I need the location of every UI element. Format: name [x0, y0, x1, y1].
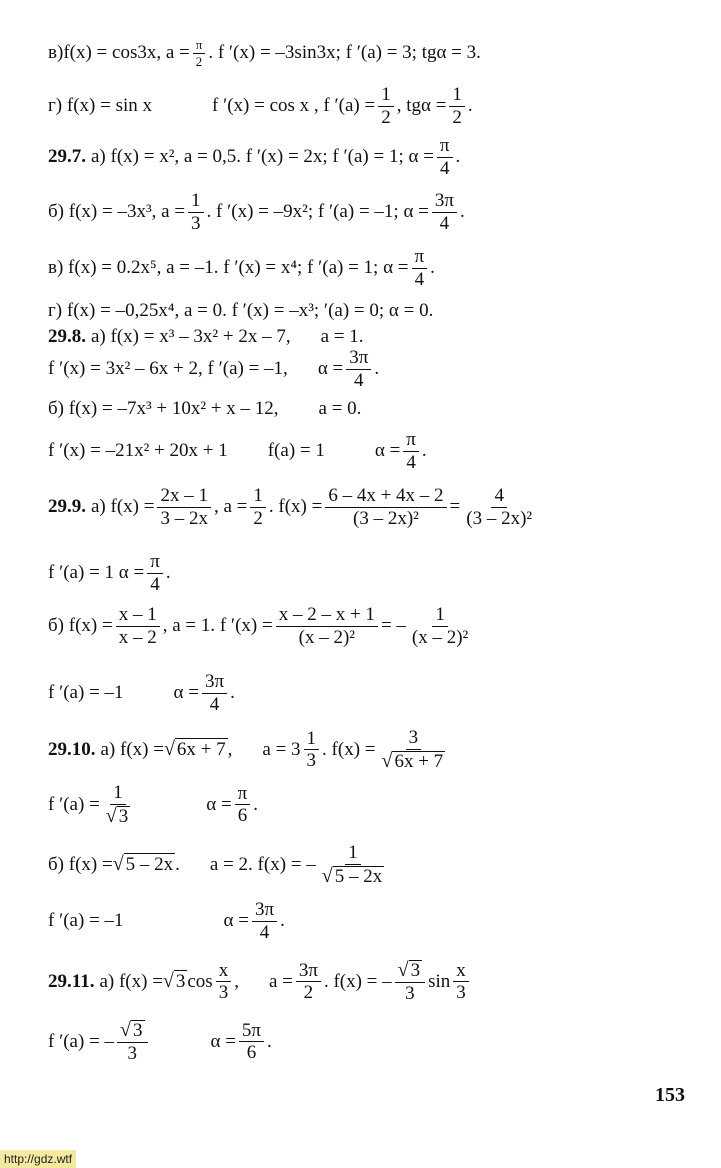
numerator: π [403, 430, 419, 452]
denominator: 3 [306, 750, 317, 772]
denominator: 4 [259, 921, 270, 943]
denominator: 2 [452, 106, 462, 128]
line-29-11-a-result [48, 1020, 272, 1064]
text: a = [268, 970, 293, 992]
text: f ′(a) = 1 α = [48, 562, 145, 584]
text: . [280, 910, 285, 932]
denominator: (x – 2)² [411, 626, 469, 648]
fraction [216, 961, 232, 1004]
page-number: 153 [655, 1084, 685, 1106]
numerator: 4 [491, 486, 507, 508]
fraction [346, 348, 371, 391]
text: α = [206, 793, 232, 815]
text: . f ′(x) = –3sin3x; f ′(a) = 3; tgα = 3. [208, 42, 481, 64]
problem-number: 29.7. [48, 146, 86, 168]
numerator: 1 [188, 191, 204, 213]
numerator: 3π [202, 672, 227, 694]
numerator: 1 [304, 729, 320, 751]
numerator: π [235, 784, 251, 806]
line-29-6-g [48, 85, 473, 128]
line-29-8-b-derivative [48, 430, 427, 473]
fraction [403, 430, 419, 473]
line-29-8-derivative [48, 348, 379, 391]
radicand: 3 [410, 960, 421, 981]
denominator: 3 [191, 212, 201, 234]
line-29-9-result [48, 552, 171, 595]
radicand: 3 [175, 971, 186, 993]
denominator [319, 865, 387, 887]
text: = [449, 496, 461, 518]
text: . [267, 1030, 272, 1052]
text: , a = 1. f ′(x) = [162, 615, 273, 637]
text: f ′(a) = –1 [48, 910, 124, 932]
denominator: (x – 2)² [298, 626, 355, 648]
denominator: 3 [405, 982, 415, 1004]
text: α = [223, 910, 249, 932]
numerator: 1 [110, 783, 126, 805]
denominator: 4 [414, 268, 425, 290]
text: б) f(x) = [48, 615, 113, 637]
fraction [147, 552, 163, 595]
line-29-8-a [48, 326, 363, 348]
line-29-9-b-result [48, 672, 235, 715]
text: a = 0. [318, 398, 362, 419]
numerator: 1 [432, 605, 448, 627]
denominator: 2 [195, 53, 203, 69]
numerator: 1 [378, 85, 394, 107]
square-root: √ 5 – 2x [112, 853, 174, 876]
radicand: 3 [133, 1020, 143, 1041]
line-29-7-b [48, 191, 465, 234]
denominator: 3 [127, 1042, 138, 1064]
text: . [455, 146, 461, 168]
fraction [449, 85, 465, 128]
line-29-10-a [48, 728, 451, 772]
numerator: 5π [239, 1021, 264, 1043]
numerator: 3π [432, 191, 457, 213]
fraction [188, 191, 204, 234]
denominator: (3 – 2x)² [353, 507, 419, 529]
text: α = [210, 1030, 236, 1052]
fraction [103, 783, 133, 827]
fraction [202, 672, 227, 715]
numerator: 3 [406, 728, 422, 750]
text: a = 3 [262, 738, 301, 760]
watermark-link[interactable]: http://gdz.wtf [0, 1150, 76, 1168]
text: , tgα = [396, 95, 447, 117]
line-29-9-a [48, 486, 538, 529]
text: г) f(x) = –0,25x⁴, a = 0. f ′(x) = –x³; ′(a) = 0; α = 0. [48, 300, 434, 321]
square-root: √ 5 – 2x [321, 864, 383, 887]
text: . [430, 257, 435, 279]
fraction [193, 38, 206, 68]
denominator: x – 2 [118, 626, 157, 648]
square-root: √ 3 [120, 1019, 143, 1041]
denominator [379, 750, 449, 772]
denominator: 3 [456, 982, 466, 1004]
text: . [230, 682, 235, 704]
denominator: 3 – 2x [160, 507, 208, 529]
fraction [304, 729, 320, 772]
numerator: π [193, 38, 206, 54]
text: . [374, 358, 380, 380]
problem-number: 29.9. [48, 496, 86, 518]
square-root: √ 6x + 7 [381, 749, 444, 772]
text: α = [317, 358, 344, 380]
text: в) f(x) = 0.2x⁵, a = –1. f ′(x) = x⁴; f ′(a) = 1; α = [48, 257, 409, 279]
square-root: √ 3 [162, 970, 186, 993]
denominator: 6 [237, 805, 248, 827]
square-root: √ 6x + 7 [163, 738, 226, 761]
fraction [319, 843, 387, 887]
numerator: 1 [345, 843, 361, 865]
numerator: 1 [250, 486, 266, 508]
text: f ′(x) = cos x , f ′(a) = [212, 95, 376, 117]
item-label: в) [48, 42, 64, 64]
denominator: 4 [354, 369, 364, 391]
text: . [165, 562, 171, 584]
text: б) f(x) = –3x³, a = [48, 201, 186, 223]
text: f ′(a) = –1 [48, 682, 124, 704]
text: f ′(a) = [48, 793, 100, 815]
denominator: 3 [218, 982, 229, 1004]
fraction [250, 486, 266, 529]
line-29-6-v [48, 38, 481, 68]
line-29-10-b [48, 843, 390, 887]
text: = – [380, 615, 406, 637]
radicand: 5 – 2x [125, 854, 174, 876]
fraction [116, 605, 160, 648]
text: . [421, 440, 427, 462]
denominator: 2 [253, 507, 263, 529]
numerator: 1 [449, 85, 465, 107]
text: . [459, 201, 465, 223]
numerator [117, 1020, 147, 1043]
text: а) f(x) = [91, 496, 155, 518]
line-29-11-a [48, 960, 472, 1004]
fraction [463, 486, 535, 529]
fraction [296, 961, 321, 1004]
line-29-10-a-result [48, 783, 258, 827]
denominator: 4 [150, 573, 160, 595]
problem-number: 29.8. [48, 326, 86, 347]
denominator: 2 [303, 982, 314, 1004]
text: . [175, 853, 180, 875]
fraction [432, 191, 457, 234]
text: . f ′(x) = –9x²; f ′(a) = –1; α = [206, 201, 429, 223]
numerator: 3π [346, 348, 371, 370]
text: f ′(x) = 3x² – 6x + 2, f ′(a) = –1, [48, 358, 288, 380]
text: cos [187, 970, 213, 992]
radicand: 3 [118, 805, 129, 827]
numerator: 3π [296, 961, 321, 983]
square-root: √ 3 [397, 959, 421, 981]
fraction [157, 486, 211, 529]
fraction [325, 486, 446, 529]
text: . [253, 793, 259, 815]
text: г) f(x) = sin x [48, 95, 152, 117]
line-29-7-g [48, 300, 433, 322]
text: sin [428, 970, 451, 992]
fraction [379, 728, 449, 772]
text: f(a) = 1 [267, 440, 325, 462]
text: f ′(a) = – [48, 1030, 115, 1052]
text: , a = [213, 496, 248, 518]
numerator: 2x – 1 [157, 486, 211, 508]
denominator: 2 [381, 106, 391, 128]
fraction [239, 1021, 264, 1064]
text: f ′(x) = –21x² + 20x + 1 [48, 440, 228, 462]
text: б) f(x) = –7x³ + 10x² + x – 12, [48, 398, 279, 419]
denominator: (3 – 2x)² [466, 507, 533, 529]
text: . [467, 95, 473, 117]
radicand: 5 – 2x [334, 865, 383, 887]
numerator: x – 2 – x + 1 [276, 605, 378, 627]
text: , [227, 738, 233, 760]
text: , [234, 970, 239, 992]
fraction [437, 136, 453, 179]
fraction [453, 961, 469, 1004]
fraction [409, 605, 471, 648]
denominator [103, 805, 133, 827]
text: . f(x) = [268, 496, 323, 518]
problem-number: 29.11. [48, 970, 95, 992]
numerator [395, 960, 425, 983]
text: f(x) = cos3x, a = [63, 42, 190, 64]
text: а) f(x) = [100, 738, 164, 760]
fraction [276, 605, 378, 648]
denominator: 4 [406, 451, 416, 473]
text: α = [173, 682, 199, 704]
line-29-8-b [48, 398, 361, 420]
numerator: x [453, 961, 469, 983]
denominator: 4 [439, 212, 450, 234]
denominator: 6 [246, 1042, 257, 1064]
text: а) f(x) = x², a = 0,5. f ′(x) = 2x; f ′(a) = 1; α = [91, 146, 434, 168]
text: a = 1. [320, 326, 364, 347]
radicand: 6x + 7 [394, 750, 444, 772]
numerator: π [147, 552, 163, 574]
line-29-7-a [48, 136, 460, 179]
fraction [378, 85, 394, 128]
numerator: x [216, 961, 232, 983]
line-29-9-b [48, 605, 474, 648]
numerator: 6 – 4x + 4x – 2 [325, 486, 446, 508]
numerator: 3π [252, 900, 277, 922]
square-root: √ 3 [105, 804, 129, 827]
fraction [395, 960, 425, 1004]
fraction [252, 900, 277, 943]
denominator: 4 [209, 693, 220, 715]
text: а) f(x) = x³ – 3x² + 2x – 7, [91, 326, 291, 347]
text: a = 2. f(x) = – [209, 853, 316, 875]
fraction [412, 247, 428, 290]
text: . f(x) = – [323, 970, 392, 992]
text: б) f(x) = [48, 853, 113, 875]
problem-number: 29.10. [48, 738, 96, 760]
numerator: x – 1 [116, 605, 160, 627]
denominator: 4 [439, 157, 450, 179]
fraction [235, 784, 251, 827]
fraction [117, 1020, 147, 1064]
radicand: 6x + 7 [176, 739, 226, 761]
numerator: π [412, 247, 428, 269]
text: α = [374, 440, 401, 462]
line-29-7-v [48, 247, 435, 290]
text: . f(x) = [322, 738, 376, 760]
line-29-10-b-result [48, 900, 285, 943]
text: а) f(x) = [99, 970, 163, 992]
numerator: π [437, 136, 453, 158]
